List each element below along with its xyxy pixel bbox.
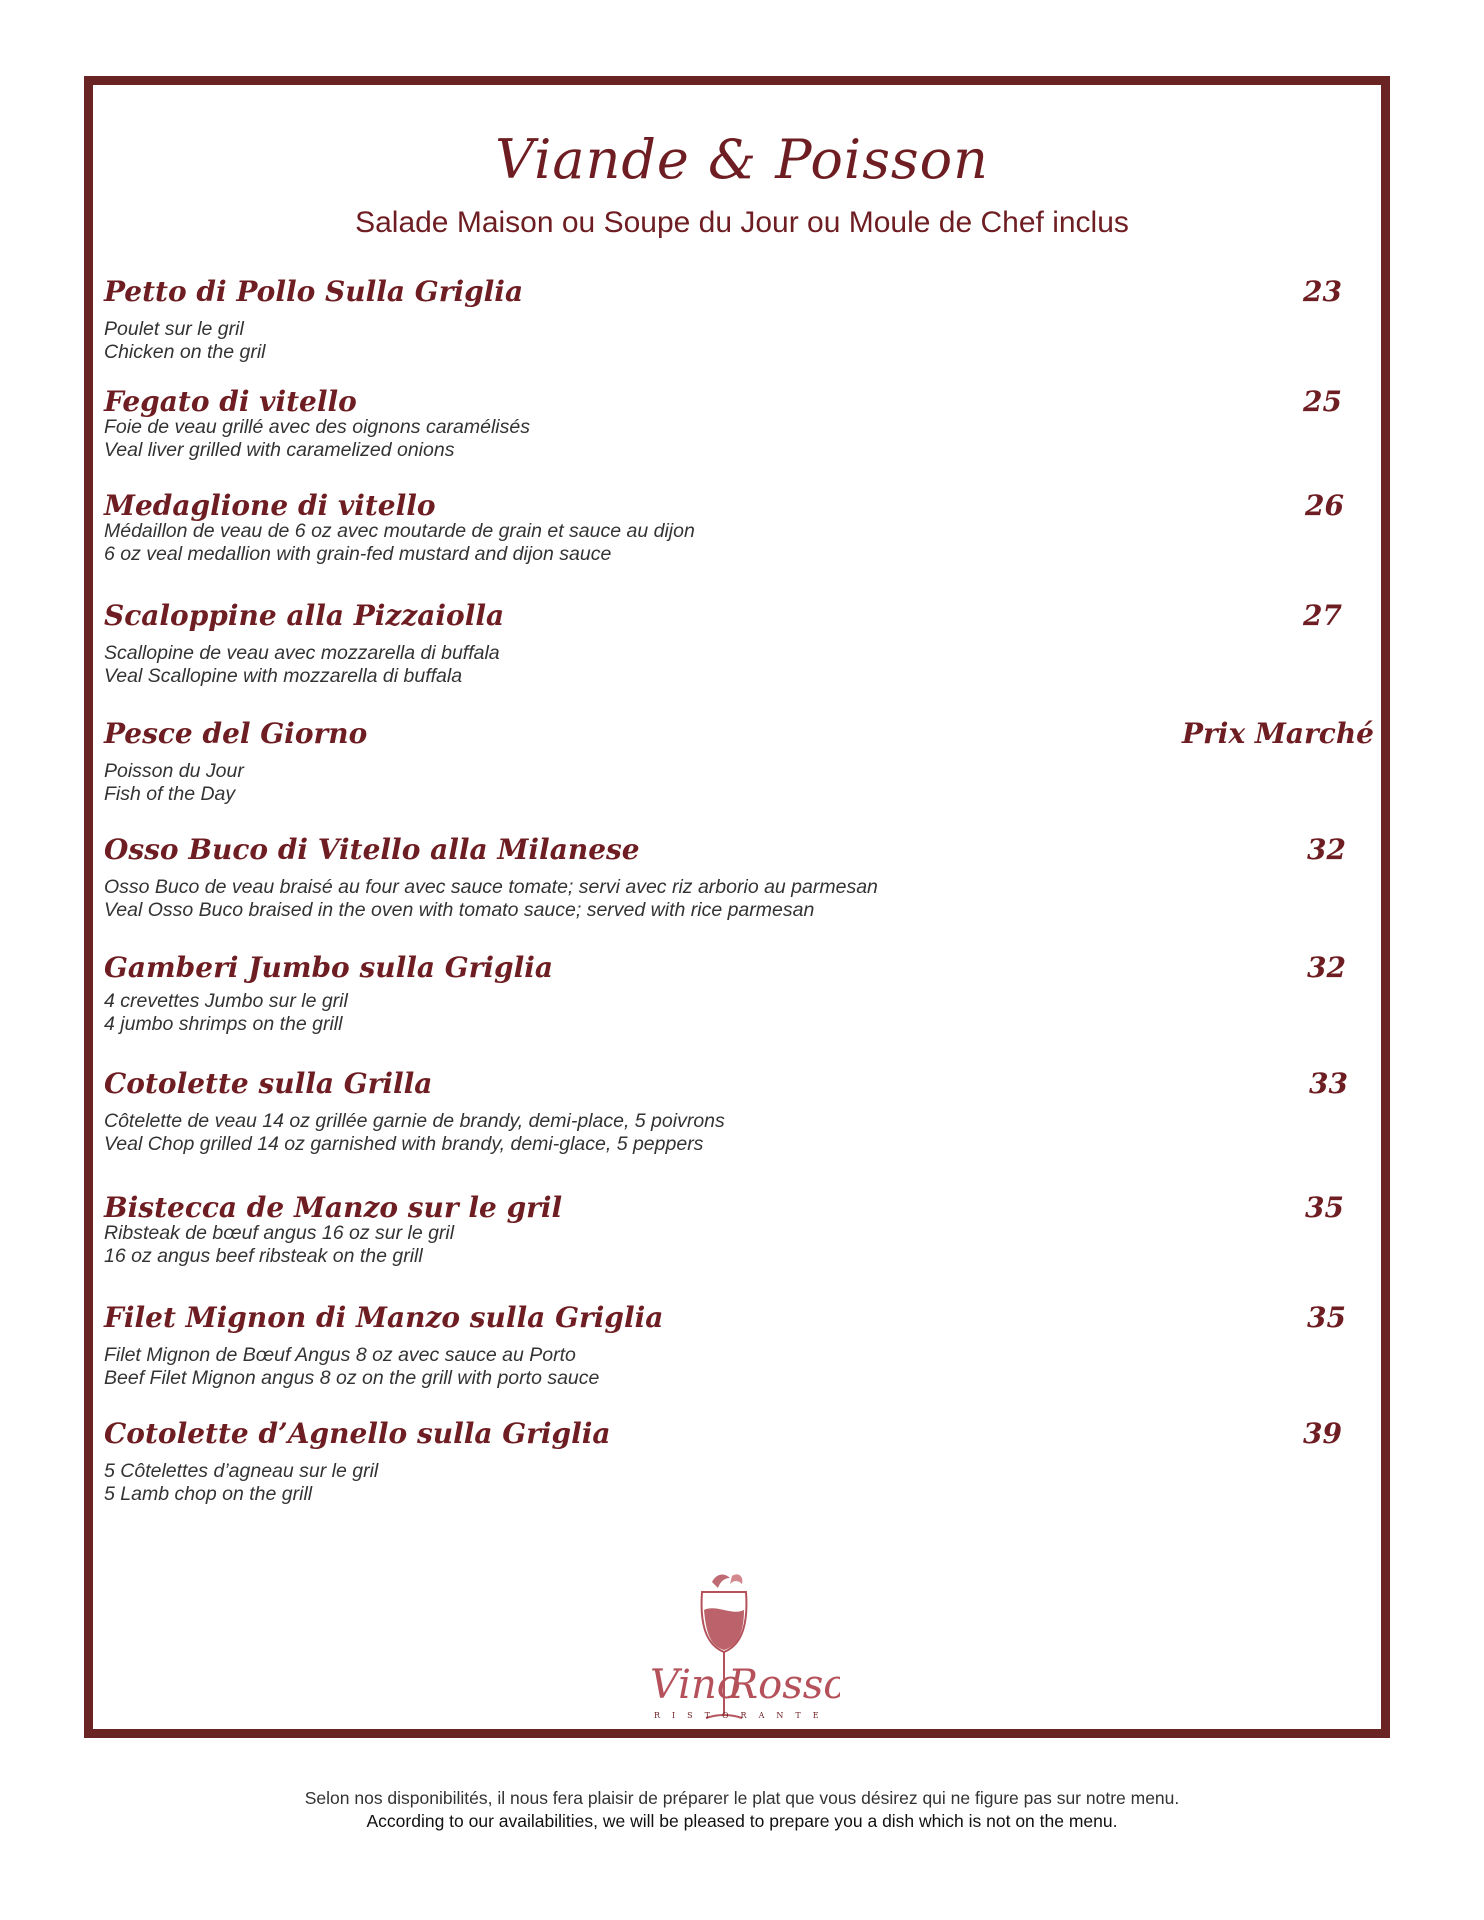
menu-item-8 (104, 1190, 1374, 1268)
menu-item-2 (104, 488, 1374, 566)
menu-item-1 (104, 384, 1374, 462)
item-name: Filet Mignon di Manzo sulla Griglia (104, 1301, 664, 1334)
item-desc-fr: Médaillon de veau de 6 oz avec moutarde de grain et sauce au dijon (104, 520, 695, 542)
menu-item-0 (104, 274, 1374, 364)
item-price: 32 (1307, 833, 1346, 866)
item-name: Fegato di vitello (104, 385, 357, 418)
item-price: 25 (1303, 385, 1342, 418)
item-name: Medaglione di vitello (104, 489, 436, 522)
menu-item-4 (104, 716, 1374, 806)
footer-note-en: According to our availabilities, we will be pleased to prepare you a dish which is not on the menu. (366, 1811, 1118, 1831)
item-desc-fr: Scallopine de veau avec mozzarella di buffala (104, 642, 500, 664)
item-desc-en: 5 Lamb chop on the grill (104, 1483, 313, 1505)
item-name: Pesce del Giorno (104, 717, 368, 750)
item-price: 35 (1305, 1191, 1344, 1224)
menu-item-10 (104, 1416, 1374, 1506)
item-desc-en: Veal Scallopine with mozzarella di buffala (104, 665, 463, 687)
item-desc-fr: 4 crevettes Jumbo sur le gril (104, 990, 348, 1012)
menu-item-9 (104, 1300, 1374, 1390)
item-desc-en: Beef Filet Mignon angus 8 oz on the grill with porto sauce (104, 1367, 600, 1389)
item-name: Petto di Pollo Sulla Griglia (104, 275, 524, 308)
item-price: Prix Marché (1182, 717, 1374, 750)
menu-item-6 (104, 950, 1374, 1036)
item-desc-en: Veal Osso Buco braised in the oven with tomato sauce; served with rice parmesan (104, 899, 815, 921)
page-title: Viande & Poisson (495, 128, 989, 191)
item-desc-en: Chicken on the gril (104, 341, 266, 363)
item-price: 35 (1307, 1301, 1346, 1334)
item-desc-fr: Poisson du Jour (104, 760, 244, 782)
page-subtitle: Salade Maison ou Soupe du Jour ou Moule de Chef inclus (355, 206, 1129, 239)
item-desc-en: 6 oz veal medallion with grain-fed mustard and dijon sauce (104, 543, 612, 565)
item-price: 33 (1309, 1067, 1348, 1100)
wine-glass-icon (620, 1570, 840, 1730)
item-price: 32 (1307, 951, 1346, 984)
item-price: 23 (1303, 275, 1342, 308)
item-desc-en: 16 oz angus beef ribsteak on the grill (104, 1245, 423, 1267)
restaurant-logo (620, 1570, 840, 1730)
logo-ristorante: RISTORANTE (654, 1711, 831, 1720)
item-desc-fr: Ribsteak de bœuf angus 16 oz sur le gril (104, 1222, 455, 1244)
menu-item-3 (104, 598, 1374, 688)
item-name: Cotolette d’Agnello sulla Griglia (104, 1417, 611, 1450)
item-desc-en: Fish of the Day (104, 783, 236, 805)
item-desc-en: Veal liver grilled with caramelized onions (104, 439, 455, 461)
item-desc-en: 4 jumbo shrimps on the grill (104, 1013, 343, 1035)
item-name: Gamberi Jumbo sulla Griglia (104, 951, 554, 984)
item-name: Bistecca de Manzo sur le gril (104, 1191, 563, 1224)
item-desc-fr: Foie de veau grillé avec des oignons caramélisés (104, 416, 530, 438)
item-price: 39 (1303, 1417, 1342, 1450)
menu-item-5 (104, 832, 1374, 922)
item-name: Scaloppine alla Pizzaiolla (104, 599, 505, 632)
item-desc-fr: 5 Côtelettes d’agneau sur le gril (104, 1460, 379, 1482)
footer-note-fr: Selon nos disponibilités, il nous fera plaisir de préparer le plat que vous désirez qui ne figure pas sur notre menu. (304, 1788, 1180, 1808)
item-desc-fr: Osso Buco de veau braisé au four avec sauce tomate; servi avec riz arborio au parmesan (104, 876, 878, 898)
item-desc-fr: Poulet sur le gril (104, 318, 244, 340)
item-price: 26 (1305, 489, 1344, 522)
item-name: Cotolette sulla Grilla (104, 1067, 433, 1100)
item-desc-fr: Filet Mignon de Bœuf Angus 8 oz avec sauce au Porto (104, 1344, 576, 1366)
menu-item-7 (104, 1066, 1374, 1156)
logo-rosso: Rosso (728, 1662, 840, 1708)
item-desc-fr: Côtelette de veau 14 oz grillée garnie de brandy, demi-place, 5 poivrons (104, 1110, 725, 1132)
item-name: Osso Buco di Vitello alla Milanese (104, 833, 640, 866)
logo-vino: Vino (650, 1662, 741, 1708)
item-desc-en: Veal Chop grilled 14 oz garnished with brandy, demi-glace, 5 peppers (104, 1133, 704, 1155)
item-price: 27 (1303, 599, 1342, 632)
